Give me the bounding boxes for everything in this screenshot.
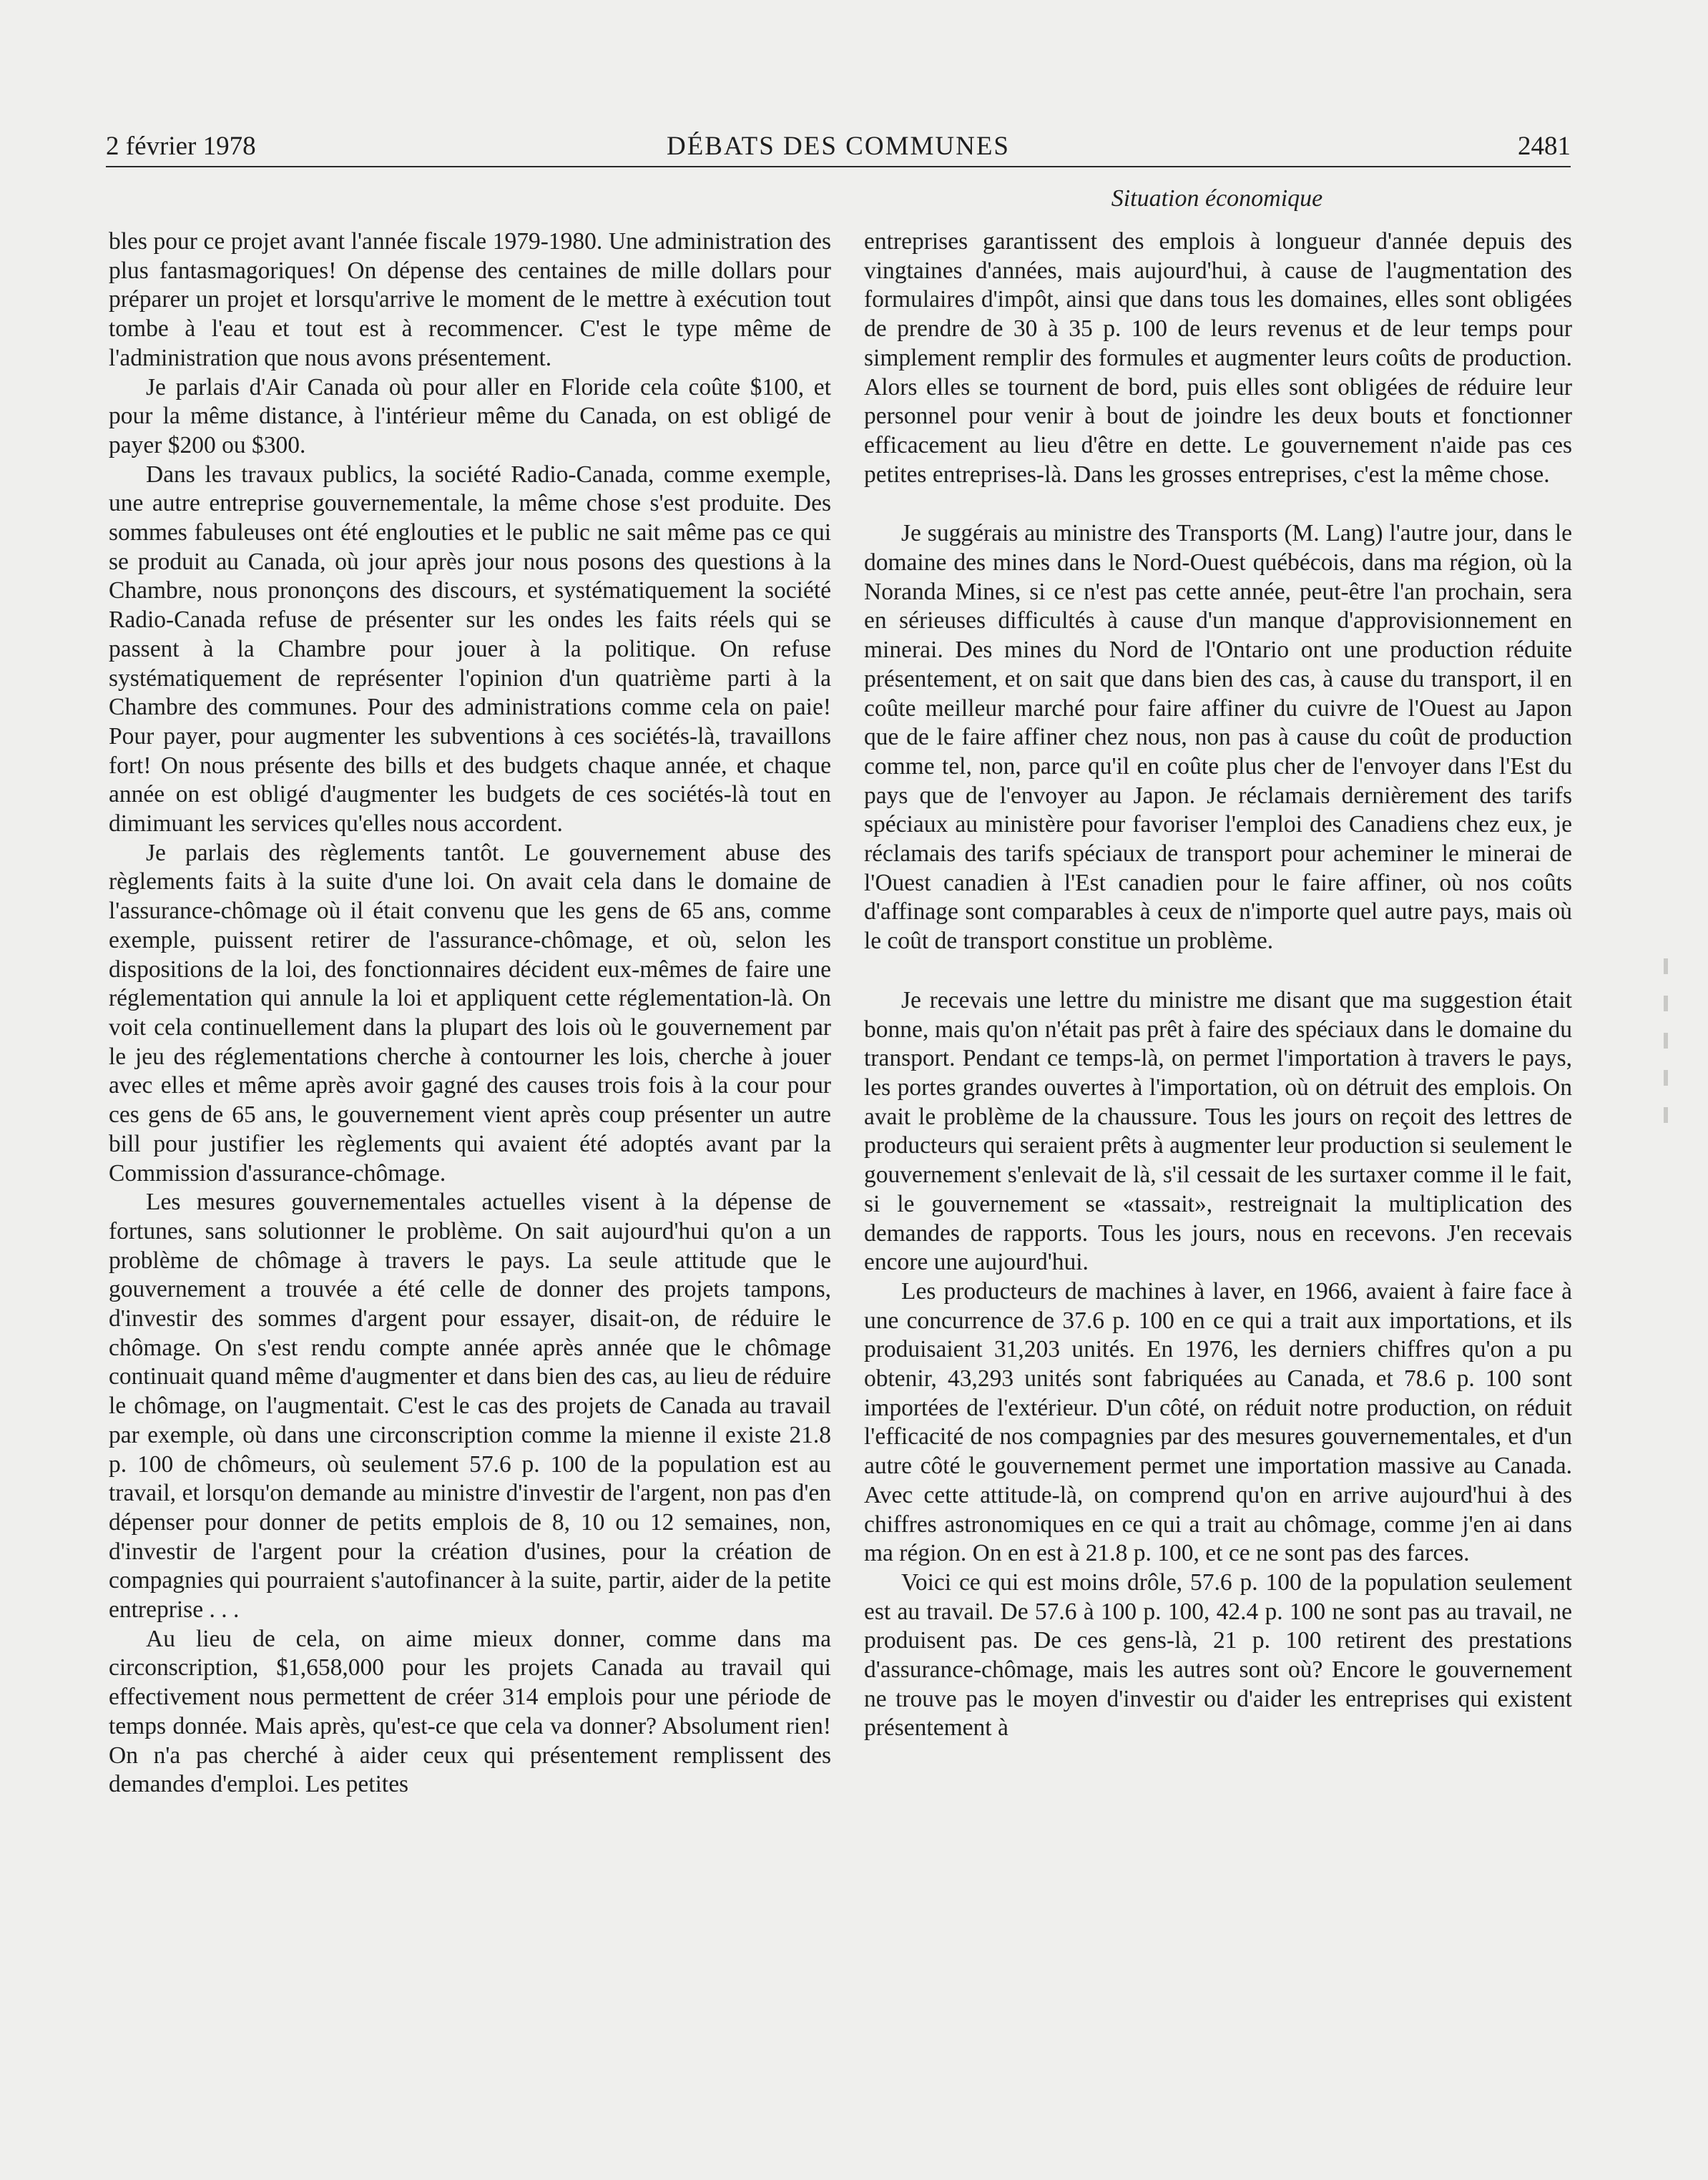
page-number: 2481: [1518, 132, 1571, 161]
right-column: [864, 227, 1572, 1743]
scan-margin-marks: [1661, 958, 1671, 1173]
header-date: 2 février 1978: [106, 132, 256, 161]
paragraph: Je parlais des règlements tantôt. Le gouvernement abuse des règlements faits à la suite d'une loi. On avait cela dans le domaine de l'assurance-chômage où il était convenu que les gens de 65 ans, comme exemple, puissent retirer de l'assurance-chômage, et où, selon les dispositions de la loi, des fonctionnaires décident eux-mêmes de faire une réglementation qui annule la loi et appliquent cette réglementation-là. On voit cela continuellement dans la plupart des lois où le gouvernement par le jeu des réglementations cherche à contourner les lois, cherche à jouer avec elles et même après avoir gagné des causes trois fois à la cour pour ces gens de 65 ans, le gouvernement vient après coup présenter un autre bill pour justifier les règlements qui avaient été adoptés avant par la Commission d'assurance-chômage.: [109, 839, 831, 1187]
paragraph: Au lieu de cela, on aime mieux donner, comme dans ma circonscription, $1,658,000 pour les projets Canada au travail qui effectivement nous permettent de créer 314 emplois pour une période de temps donnée. Mais après, qu'est-ce que cela va donner? Absolument rien! On n'a pas cherché à aider ceux qui présentement remplissent des demandes d'emploi. Les petites: [109, 1625, 831, 1798]
section-title: Situation économique: [1111, 185, 1323, 212]
paragraph: Dans les travaux publics, la société Radio-Canada, comme exemple, une autre entreprise gouvernementale, la même chose s'est produite. Des sommes fabuleuses ont été englouties et le public ne sait même pas ce qui se produit au Canada, où jour après jour nous posons des questions à la Chambre, nous prononçons des discours, et systématiquement la société Radio-Canada refuse de présenter sur les ondes les faits réels qui se passent à la Chambre pour jouer à la politique. On refuse systématiquement de représenter l'opinion d'un quatrième parti à la Chambre des communes. Pour des administrations comme cela on paie! Pour payer, pour augmenter les subventions à ces sociétés-là, travaillons fort! On nous présente des bills et des budgets chaque année, et chaque année on est obligé d'augmenter les budgets de ces sociétés-là tout en dimimuant les services qu'elles nous accordent.: [109, 461, 831, 838]
paragraph: Les producteurs de machines à laver, en 1966, avaient à faire face à une concurrence de 37.6 p. 100 en ce qui a trait aux importations, et ils produisaient 31,203 unités. En 1976, les derniers chiffres qu'on a pu obtenir, 43,293 unités sont fabriquées au Canada, et 78.6 p. 100 sont importées de l'extérieur. D'un côté, on réduit notre production, on réduit l'efficacité de nos compagnies par des mesures gouvernementales, et d'un autre côté le gouvernement permet une importation massive au Canada. Avec cette attitude-là, on comprend qu'on en arrive aujourd'hui à des chiffres astronomiques en ce qui a trait au chômage, comme j'en ai dans ma région. On en est à 21.8 p. 100, et ce ne sont pas des farces.: [864, 1277, 1572, 1567]
paragraph: Je parlais d'Air Canada où pour aller en Floride cela coûte $100, et pour la même distance, à l'intérieur même du Canada, on est obligé de payer $200 ou $300.: [109, 373, 831, 458]
paragraph: entreprises garantissent des emplois à longueur d'année depuis des vingtaines d'années, mais aujourd'hui, à cause de l'augmentation des formulaires d'impôt, ainsi que dans tous les domaines, elles sont obligées de prendre de 30 à 35 p. 100 de leurs revenus et de leur temps pour simplement remplir des formules et augmenter leurs coûts de production. Alors elles se tournent de bord, puis elles sont obligées de réduire leur personnel pour venir à bout de joindre les deux bouts et fonctionner efficacement au lieu d'être en dette. Le gouvernement n'aide pas ces petites entreprises-là. Dans les grosses entreprises, c'est la même chose.: [864, 228, 1572, 488]
paragraph: Je recevais une lettre du ministre me disant que ma suggestion était bonne, mais qu'on n'était pas prêt à faire des spéciaux dans le domaine du transport. Pendant ce temps-là, on permet l'importation à travers le pays, les portes grandes ouvertes à l'importation, où on détruit des emplois. On avait le problème de la chaussure. Tous les jours on reçoit des lettres de producteurs qui seraient prêts à augmenter leur production si seulement le gouvernement s'enlevait de là, s'il cessait de les surtaxer comme il le fait, si le gouvernement se «tassait», restreignait la multiplication des demandes de rapports. Tous les jours, nous en recevons. J'en recevais encore une aujourd'hui.: [864, 986, 1572, 1276]
header-title: DÉBATS DES COMMUNES: [666, 132, 1010, 161]
paragraph: bles pour ce projet avant l'année fiscale 1979-1980. Une administration des plus fantasmagoriques! On dépense des centaines de mille dollars pour préparer un projet et lorsqu'arrive le moment de le mettre à exécution tout tombe à l'eau et tout est à recommencer. C'est le type même de l'administration que nous avons présentement.: [109, 228, 831, 371]
paragraph: Je suggérais au ministre des Transports (M. Lang) l'autre jour, dans le domaine des mines dans le Nord-Ouest québécois, dans ma région, où la Noranda Mines, si ce n'est pas cette année, peut-être l'an prochain, sera en sérieuses difficultés à cause d'un manque d'approvisionnement en minerai. Des mines du Nord de l'Ontario ont une production réduite présentement, et on sait que dans bien des cas, à cause du transport, il en coûte meilleur marché pour faire affiner du cuivre de l'Ouest au Japon que de le faire affiner chez nous, non pas à cause du coût de production comme tel, non, parce qu'il en coûte plus cher de l'envoyer dans l'Est du pays que de l'envoyer au Japon. Je réclamais dernièrement des tarifs spéciaux au ministère pour favoriser l'emploi des Canadiens chez eux, je réclamais des tarifs spéciaux de transport pour acheminer le minerai de l'Ouest canadien à l'Est canadien pour le faire affiner, où nos coûts d'affinage sont comparables à ceux de n'importe quel autre pays, mais où le coût de transport constitue un problème.: [864, 520, 1572, 955]
page-header: [106, 127, 1571, 167]
paragraph: Voici ce qui est moins drôle, 57.6 p. 100 de la population seulement est au travail. De 57.6 à 100 p. 100, 42.4 p. 100 ne sont pas au travail, ne produisent pas. De ces gens-là, 21 p. 100 retirent des prestations d'assurance-chômage, mais les autres sont où? Encore le gouvernement ne trouve pas le moyen d'investir ou d'aider les entreprises qui existent présentement à: [864, 1568, 1572, 1742]
left-column: [109, 227, 831, 1800]
paragraph: Les mesures gouvernementales actuelles visent à la dépense de fortunes, sans solutionner le problème. On sait aujourd'hui qu'on a un problème de chômage à travers le pays. La seule attitude que le gouvernement a trouvée a été celle de donner des projets tampons, d'investir des sommes d'argent pour essayer, disait-on, de réduire le chômage. On s'est rendu compte année après année que le chômage continuait quand même d'augmenter et dans bien des cas, au lieu de réduire le chômage, on l'augmentait. C'est le cas des projets de Canada au travail par exemple, où dans une circonscription comme la mienne il existe 21.8 p. 100 de chômeurs, où seulement 57.6 p. 100 de la population est au travail, et lorsqu'on demande au ministre d'investir de l'argent, non pas d'en dépenser pour donner de petits emplois de 8, 10 ou 12 semaines, non, d'investir de l'argent pour la création d'usines, pour la création de compagnies qui pourraient s'autofinancer à la suite, partir, aider de la petite entreprise . . .: [109, 1189, 831, 1624]
